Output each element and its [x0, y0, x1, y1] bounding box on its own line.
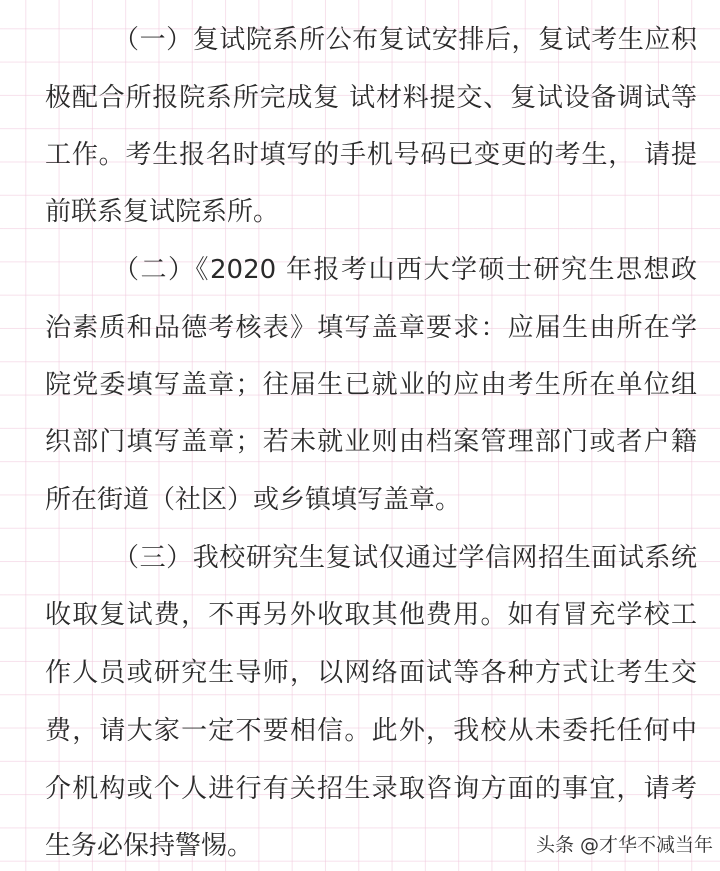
text-line: 生务必保持警惕。 — [45, 831, 254, 861]
text-line: 织部门填写盖章；若未就业则由档案管理部门或者户籍 — [45, 427, 697, 457]
text-line: 工作。考生报名时填写的手机号码已变更的考生， 请提 — [45, 140, 697, 170]
text-line: 介机构或个人进行有关招生录取咨询方面的事宜，请考 — [45, 774, 697, 804]
text-line: 费，请大家一定不要相信。此外，我校从未委托任何中 — [45, 716, 697, 746]
text-line: 作人员或研究生导师，以网络面试等各种方式让考生交 — [45, 658, 697, 688]
text-line: 收取复试费，不再另外收取其他费用。如有冒充学校工 — [45, 600, 697, 630]
text-line: （一）复试院系所公布复试安排后，复试考生应积 — [113, 25, 697, 55]
watermark: 头条 @才华不减当年 — [536, 834, 714, 856]
text-line: （三）我校研究生复试仅通过学信网招生面试系统 — [113, 543, 697, 573]
text-line: 极配合所报院系所完成复 试材料提交、复试设备调试等 — [45, 83, 697, 113]
text-line: 院党委填写盖章；往届生已就业的应由考生所在单位组 — [45, 370, 697, 400]
text-line: 前联系复试院系所。 — [45, 197, 280, 227]
text-line: 治素质和品德考核表》填写盖章要求：应届生由所在学 — [45, 313, 697, 343]
text-line: 所在街道（社区）或乡镇填写盖章。 — [45, 485, 462, 515]
text-line: （二）《2020 年报考山西大学硕士研究生思想政 — [113, 255, 697, 285]
